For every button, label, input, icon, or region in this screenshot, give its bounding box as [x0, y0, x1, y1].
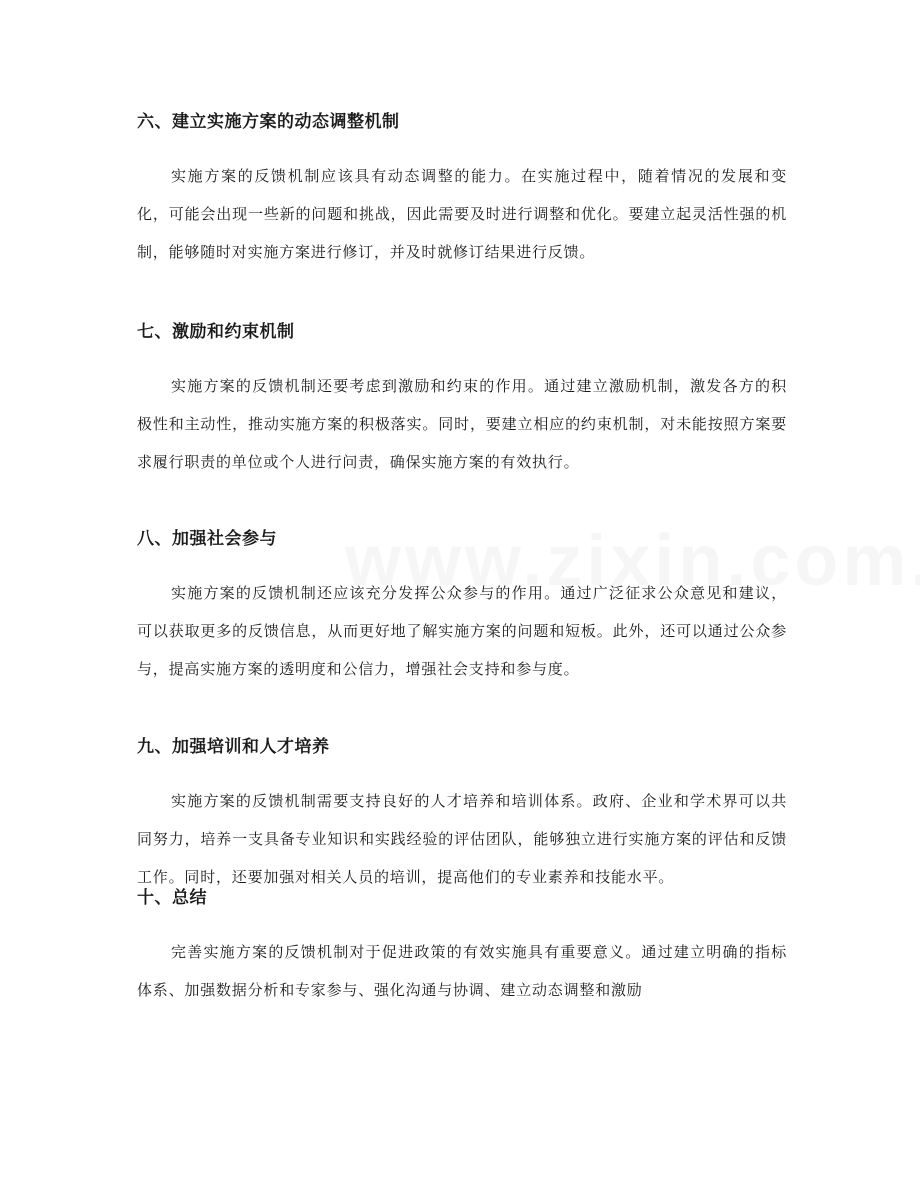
section-10 — [137, 886, 787, 1010]
section-9 — [137, 735, 787, 896]
section-paragraph: 实施方案的反馈机制还要考虑到激励和约束的作用。通过建立激励机制，激发各方的积极性和主动性，推动实施方案的积极落实。同时，要建立相应的约束机制，对未能按照方案要求履行职责的单位或个人进行问责，确保实施方案的有效执行。 — [137, 377, 787, 471]
section-6 — [137, 110, 787, 271]
section-8 — [137, 527, 787, 688]
section-7 — [137, 320, 787, 481]
section-heading: 十、总结 — [137, 888, 207, 908]
section-heading: 八、加强社会参与 — [137, 529, 277, 549]
section-heading: 六、建立实施方案的动态调整机制 — [137, 112, 400, 132]
section-paragraph: 完善实施方案的反馈机制对于促进政策的有效实施具有重要意义。通过建立明确的指标体系、加强数据分析和专家参与、强化沟通与协调、建立动态调整和激励 — [137, 943, 787, 999]
section-paragraph: 实施方案的反馈机制还应该充分发挥公众参与的作用。通过广泛征求公众意见和建议，可以获取更多的反馈信息，从而更好地了解实施方案的问题和短板。此外，还可以通过公众参与，提高实施方案的透明度和公信力，增强社会支持和参与度。 — [137, 584, 787, 678]
section-paragraph: 实施方案的反馈机制需要支持良好的人才培养和培训体系。政府、企业和学术界可以共同努力，培养一支具备专业知识和实践经验的评估团队，能够独立进行实施方案的评估和反馈工作。同时，还要加强对相关人员的培训，提高他们的专业素养和技能水平。 — [137, 792, 787, 886]
section-paragraph: 实施方案的反馈机制应该具有动态调整的能力。在实施过程中，随着情况的发展和变化，可能会出现一些新的问题和挑战，因此需要及时进行调整和优化。要建立起灵活性强的机制，能够随时对实施方案进行修订，并及时就修订结果进行反馈。 — [137, 167, 787, 261]
section-heading: 七、激励和约束机制 — [137, 322, 295, 342]
section-heading: 九、加强培训和人才培养 — [137, 737, 330, 757]
